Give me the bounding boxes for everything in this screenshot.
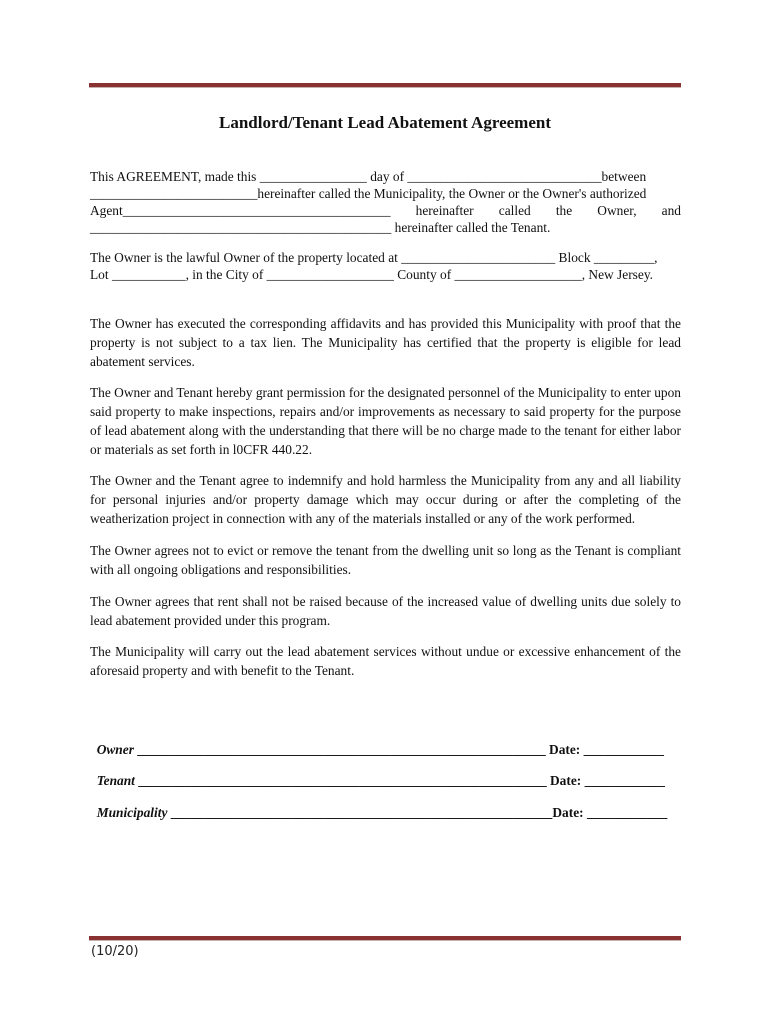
signature-blank: _____________________________________________________________ Date: ____________ [134,773,665,788]
signature-line-municipality[interactable] [90,789,681,821]
footer-rule [89,936,681,941]
intro-line-3 [90,202,681,219]
signature-role: Owner [96,742,134,757]
intro-word: hereinafter [415,203,474,218]
intro-line-2: _________________________hereinafter called the Municipality, the Owner or the Owner's authorized [90,186,647,201]
intro-word: the [555,203,573,218]
paragraph-rent: The Owner agrees that rent shall not be raised because of the increased value of dwelling units due solely to lead abatement provided under this program. [90,594,681,628]
property-line-2: Lot ___________, in the City of ___________________ County of ___________________, New Jersey. [90,267,653,282]
signature-role: Municipality [96,805,168,820]
intro-line-4: _____________________________________________ hereinafter called the Tenant. [90,220,551,235]
intro-word: Agent________________________________________ [90,203,391,218]
paragraph-enhancement: The Municipality will carry out the lead abatement services without undue or excessive enhancement of the aforesaid property and with benefit to the Tenant. [90,644,681,678]
signature-role: Tenant [96,773,135,788]
agreement-intro [90,168,681,236]
intro-word: called [498,203,531,218]
signature-line-tenant[interactable] [90,757,681,789]
document-title: Landlord/Tenant Lead Abatement Agreement [219,113,551,132]
property-line-1: The Owner is the lawful Owner of the property located at _______________________ Block _________, [90,250,658,265]
intro-word: and [661,203,681,218]
signature-blank: _____________________________________________________________ Date: ____________ [133,742,664,757]
signature-line-owner[interactable] [90,726,681,758]
paragraph-permission: The Owner and Tenant hereby grant permission for the designated personnel of the Municipality to enter upon said property to make inspections, repairs and/or improvements as necessary to said property for the purpose of lead abatement along with the understanding that there will be no charge made to the tenant for either labor or materials as set forth in l0CFR 440.22. [90,385,681,457]
signature-blank: _________________________________________________________Date: ____________ [167,805,668,820]
footer-revision-date: (10/20) [91,944,139,959]
paragraph-eviction: The Owner agrees not to evict or remove the tenant from the dwelling unit so long as the Tenant is compliant with all ongoing obligations and responsibilities. [90,543,681,577]
property-details [90,249,681,283]
intro-line-1: This AGREEMENT, made this ________________ day of _____________________________between [90,169,647,184]
paragraph-affidavits: The Owner has executed the corresponding affidavits and has provided this Municipality with proof that the property is not subject to a tax lien. The Municipality has certified that the property is eligible for lead abatement services. [90,316,681,369]
paragraph-indemnify: The Owner and the Tenant agree to indemnify and hold harmless the Municipality from any and all liability for personal injuries and/or property damage which may occur during or after the completing of the weatherization project in connection with any of the materials installed or any of the work performed. [90,473,681,526]
intro-word: Owner, [597,203,637,218]
header-rule [89,83,681,88]
